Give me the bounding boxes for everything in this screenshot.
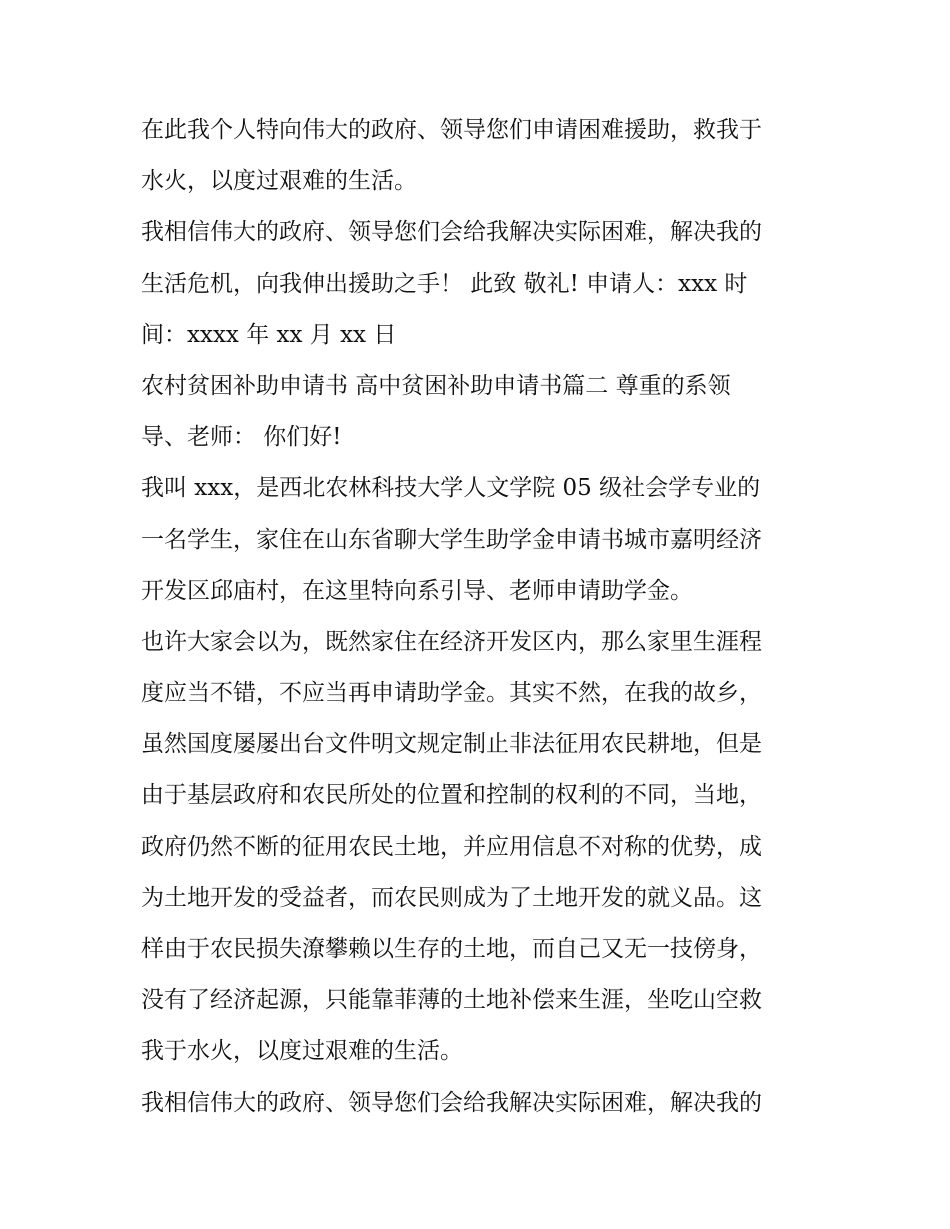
text-line: 我叫 xxx，是西北农林科技大学人文学院 05 级社会学专业的 xyxy=(141,475,761,502)
paragraph-background xyxy=(141,617,821,1078)
text-line: 间：xxxx 年 xx 月 xx 日 xyxy=(141,321,397,348)
text-line: 度应当不错，不应当再申请助学金。其实不然，在我的故乡， xyxy=(141,680,762,707)
text-line: 开发区邱庙村，在这里特向系引导、老师申请助学金。 xyxy=(141,577,693,604)
text-line: 虽然国度屡屡出台文件明文规定制止非法征用农民耕地，但是 xyxy=(141,731,762,758)
paragraph-closing-signature xyxy=(141,207,821,361)
text-line: 样由于农民损失潦攀赖以生存的土地，而自己又无一技傍身， xyxy=(141,936,762,962)
text-line: 由于基层政府和农民所处的位置和控制的权利的不同，当地， xyxy=(141,782,762,809)
text-line: 为土地开发的受益者，而农民则成为了土地开发的就义品。这 xyxy=(141,884,762,911)
paragraph-section-heading xyxy=(141,361,821,463)
text-line: 一名学生，家住在山东省聊大学生助学金申请书城市嘉明经济 xyxy=(141,526,762,553)
text-line: 我相信伟大的政府、领导您们会给我解决实际困难，解决我的 xyxy=(141,1089,762,1116)
text-line: 导、老师： 你们好! xyxy=(141,424,342,451)
document-body xyxy=(141,105,821,1129)
text-line: 我于水火，以度过艰难的生活。 xyxy=(141,1038,463,1065)
paragraph-introduction xyxy=(141,463,821,617)
text-line: 在此我个人特向伟大的政府、领导您们申请困难援助，救我于 xyxy=(141,117,762,143)
text-line: 没有了经济起源，只能靠菲薄的土地补偿来生涯，坐吃山空救 xyxy=(141,987,762,1014)
text-line: 水火，以度过艰难的生活。 xyxy=(141,168,417,195)
text-line: 我相信伟大的政府、领导您们会给我解决实际困难，解决我的 xyxy=(141,219,762,246)
paragraph-final-appeal xyxy=(141,1078,821,1129)
text-line: 也许大家会以为，既然家住在经济开发区内，那么家里生涯程 xyxy=(141,628,762,655)
text-line: 生活危机，向我伸出援助之手！ 此致 敬礼! 申请人：xxx 时 xyxy=(141,270,748,297)
text-line: 农村贫困补助申请书 高中贫困补助申请书篇二 尊重的系领 xyxy=(141,372,731,399)
paragraph-request-aid xyxy=(141,105,821,207)
text-line: 政府仍然不断的征用农民土地，并应用信息不对称的优势，成 xyxy=(141,833,762,860)
